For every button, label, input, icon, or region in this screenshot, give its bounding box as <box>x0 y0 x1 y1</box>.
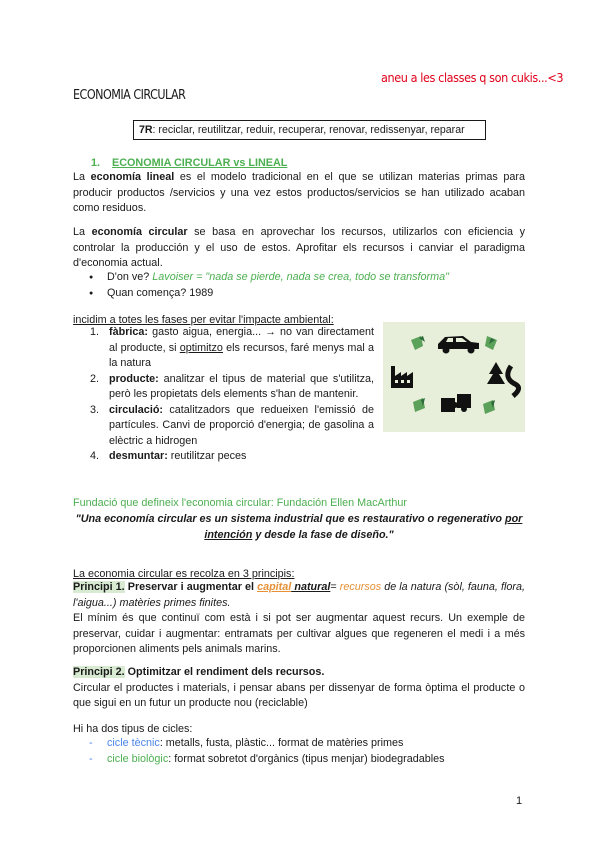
fase-number: 1. <box>90 326 100 338</box>
fase-number: 2. <box>90 372 100 385</box>
term-lineal: economía lineal <box>90 171 175 183</box>
handwritten-note: aneu a les classes q son cukis...<3 <box>381 70 564 85</box>
text-run: La <box>73 171 91 183</box>
cycles-list <box>89 736 445 767</box>
paragraph-circular <box>73 225 525 272</box>
text-run: por intención <box>204 513 523 541</box>
text-run: capital <box>257 581 292 593</box>
text-run: D'on ve? <box>107 271 153 283</box>
circular-economy-illustration <box>383 322 525 432</box>
text-run: analitzar el tipus de material que s'utilitza, però les propietats dels elements s'han de mantenir. <box>109 372 374 400</box>
fase-label: circulació: <box>109 403 164 416</box>
text-run: se basa en aprovechar los recursos, utilizarlos con eficiencia y controlar la producción y el uso de estos. Aprofitar els recursos i canviar el paradigma d'economia actual. <box>73 226 525 269</box>
fase-item <box>90 403 374 450</box>
paragraph-lineal <box>73 170 525 217</box>
bullet-item: ● Quan comença? 1989 <box>89 286 449 302</box>
text-run: de la natura (sòl, fauna, flora, l'aigua...) matèries primes finites. <box>73 581 525 609</box>
text-run: reutilitzar peces <box>167 450 247 462</box>
lavoisier-quote: Lavoiser = "nada se pierde, nada se crea, todo se transforma" <box>152 271 449 283</box>
principle-body: Circular el productes i materials, i pensar abans per dissenyar de forma òptima el producte o que sigui en un futur un producte nou (reciclable) <box>73 681 525 709</box>
text-run: catalitzadors que redueixen l'emissió de partícules. Canvi de proporció d'energia; de gasolina a elèctric a hidrogen <box>109 403 374 447</box>
text-run: : format sobretot d'orgànics (tipus menjar) biodegradables <box>168 752 445 765</box>
section-number: 1. <box>91 157 101 169</box>
origin-bullets <box>89 270 449 301</box>
text-run: els recursos, faré menys mal a la natura <box>109 341 374 369</box>
fase-item <box>90 325 374 372</box>
7r-box <box>133 120 486 140</box>
principle-body: El mínim és que continuï com està i si pot ser augmentar aquest recurs. Un exemple de preservar, cuidar i augmentar: entramats per cultivar algues que regeneren el medi i a més proporcionen aliments pels animals marins. <box>73 612 525 655</box>
principle-2 <box>73 665 525 712</box>
car-icon <box>438 336 479 354</box>
principle-label: Principi 2. <box>73 666 125 678</box>
page-number: 1 <box>516 795 523 807</box>
cycle-name: cicle biològic <box>107 752 169 765</box>
puzzle-icon <box>441 394 471 412</box>
text-run: : metalls, fusta, plàstic... format de matèries primes <box>159 737 404 749</box>
principle-1 <box>73 580 525 658</box>
principle-title: Optimitzar el rendiment dels recursos. <box>124 666 325 678</box>
cycles-intro: Hi ha dos tipus de cicles: <box>73 723 193 735</box>
fase-label: producte: <box>109 372 159 385</box>
principle-label: Principi 1. <box>73 581 125 593</box>
text-run: gasto aigua, energia... → no van directament al producte, si <box>109 326 374 354</box>
fase-label: desmuntar: <box>109 450 168 462</box>
page-title: ECONOMIA CIRCULAR <box>73 88 186 103</box>
text-run: La <box>73 226 92 238</box>
fase-item <box>90 372 374 403</box>
section-heading <box>91 157 287 169</box>
macarthur-quote <box>73 512 525 543</box>
text-run: optimitzo <box>179 341 223 354</box>
principle-title: Preservar i augmentar el <box>124 581 258 593</box>
7r-text: : reciclar, reutilitzar, reduir, recuperar, renovar, redissenyar, reparar <box>152 124 465 136</box>
text-run: "Una economía circular es un sistema industrial que es restaurativo o regenerativo <box>75 513 505 525</box>
7r-label: 7R <box>139 124 153 136</box>
term-circular: economía circular <box>91 226 188 238</box>
text-run: y desde la fase de diseño." <box>252 528 394 541</box>
text-run: = <box>330 581 340 593</box>
fase-label: fàbrica: <box>109 326 149 338</box>
fases-intro: incidim a totes les fases per evitar l'impacte ambiental: <box>73 314 334 326</box>
cycle-item <box>89 752 445 768</box>
text-run: natural <box>291 581 331 593</box>
fase-number: 4. <box>90 450 100 462</box>
text-run: recursos <box>339 581 382 593</box>
fases-list <box>90 325 374 465</box>
tree-road-icon <box>487 362 519 396</box>
cycle-item <box>89 736 445 752</box>
foundation-line: Fundació que defineix l'economia circular: Fundación Ellen MacArthur <box>73 497 407 509</box>
text-run: es el modelo tradicional en el que se utilizan materias primas para producir productos /servicios y una vez estos productos/servicios se han utilizado acaban como residuos. <box>73 171 525 214</box>
section-title: ECONOMIA CIRCULAR vs LINEAL <box>112 157 288 169</box>
principles-intro: La economia circular es recolza en 3 principis: <box>73 568 295 580</box>
bullet-item <box>89 270 449 286</box>
circular-economy-image <box>383 322 525 432</box>
cycle-name: cicle tècnic <box>107 737 160 749</box>
fase-number: 3. <box>90 403 100 416</box>
fase-item <box>90 449 374 465</box>
factory-icon <box>391 366 413 388</box>
